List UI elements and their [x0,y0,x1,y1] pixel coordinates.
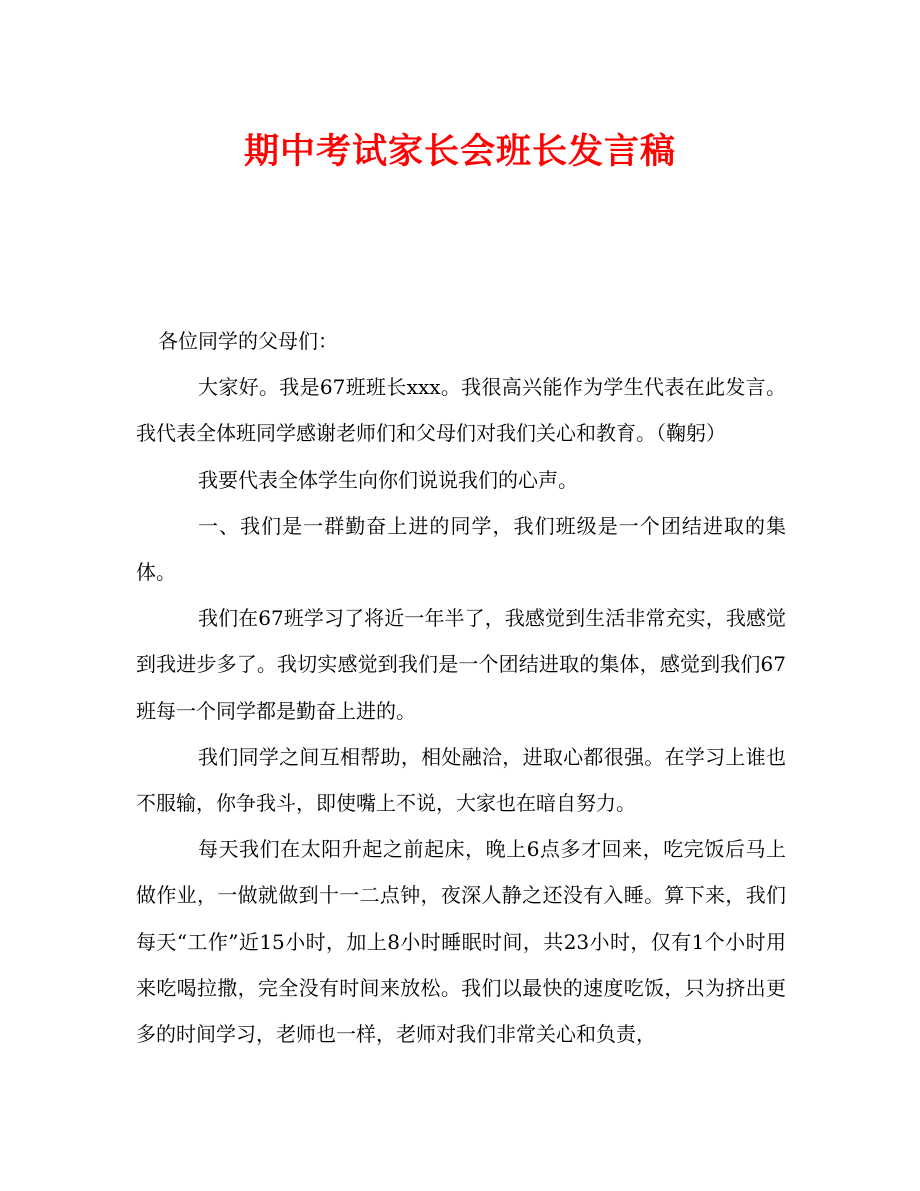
document-body [136,318,786,1057]
paragraph-3: 一、我们是一群勤奋上进的同学，我们班级是一个团结进取的集体。 [136,513,786,585]
paragraph-1: 大家好。我是67班班长xxx。我很高兴能作为学生代表在此发言。我代表全体班同学感谢老师们和父母们对我们关心和教育。（鞠躬） [136,375,786,446]
paragraph-6: 每天我们在太阳升起之前起床，晚上6点多才回来，吃完饭后马上做作业，一做就做到十一二点钟，夜深人静之还没有入睡。算下来，我们每天“工作”近15小时，加上8小时睡眠时间，共23小时，仅有1个小时用来吃喝拉撒，完全没有时间来放松。我们以最快的速度吃饭，只为挤出更多的时间学习，老师也一样，老师对我们非常关心和负责， [136,837,786,1047]
paragraph-5: 我们同学之间互相帮助，相处融洽，进取心都很强。在学习上谁也不服输，你争我斗，即使嘴上不说，大家也在暗自努力。 [136,744,786,816]
salutation: 各位同学的父母们： [158,329,338,353]
paragraph-2: 我要代表全体学生向你们说说我们的心声。 [198,467,578,492]
paragraph-4: 我们在67班学习了将近一年半了，我感觉到生活非常充实，我感觉到我进步多了。我切实感觉到我们是一个团结进取的集体，感觉到我们67班每一个同学都是勤奋上进的。 [136,606,786,723]
document-title: 期中考试家长会班长发言稿 [243,131,676,172]
